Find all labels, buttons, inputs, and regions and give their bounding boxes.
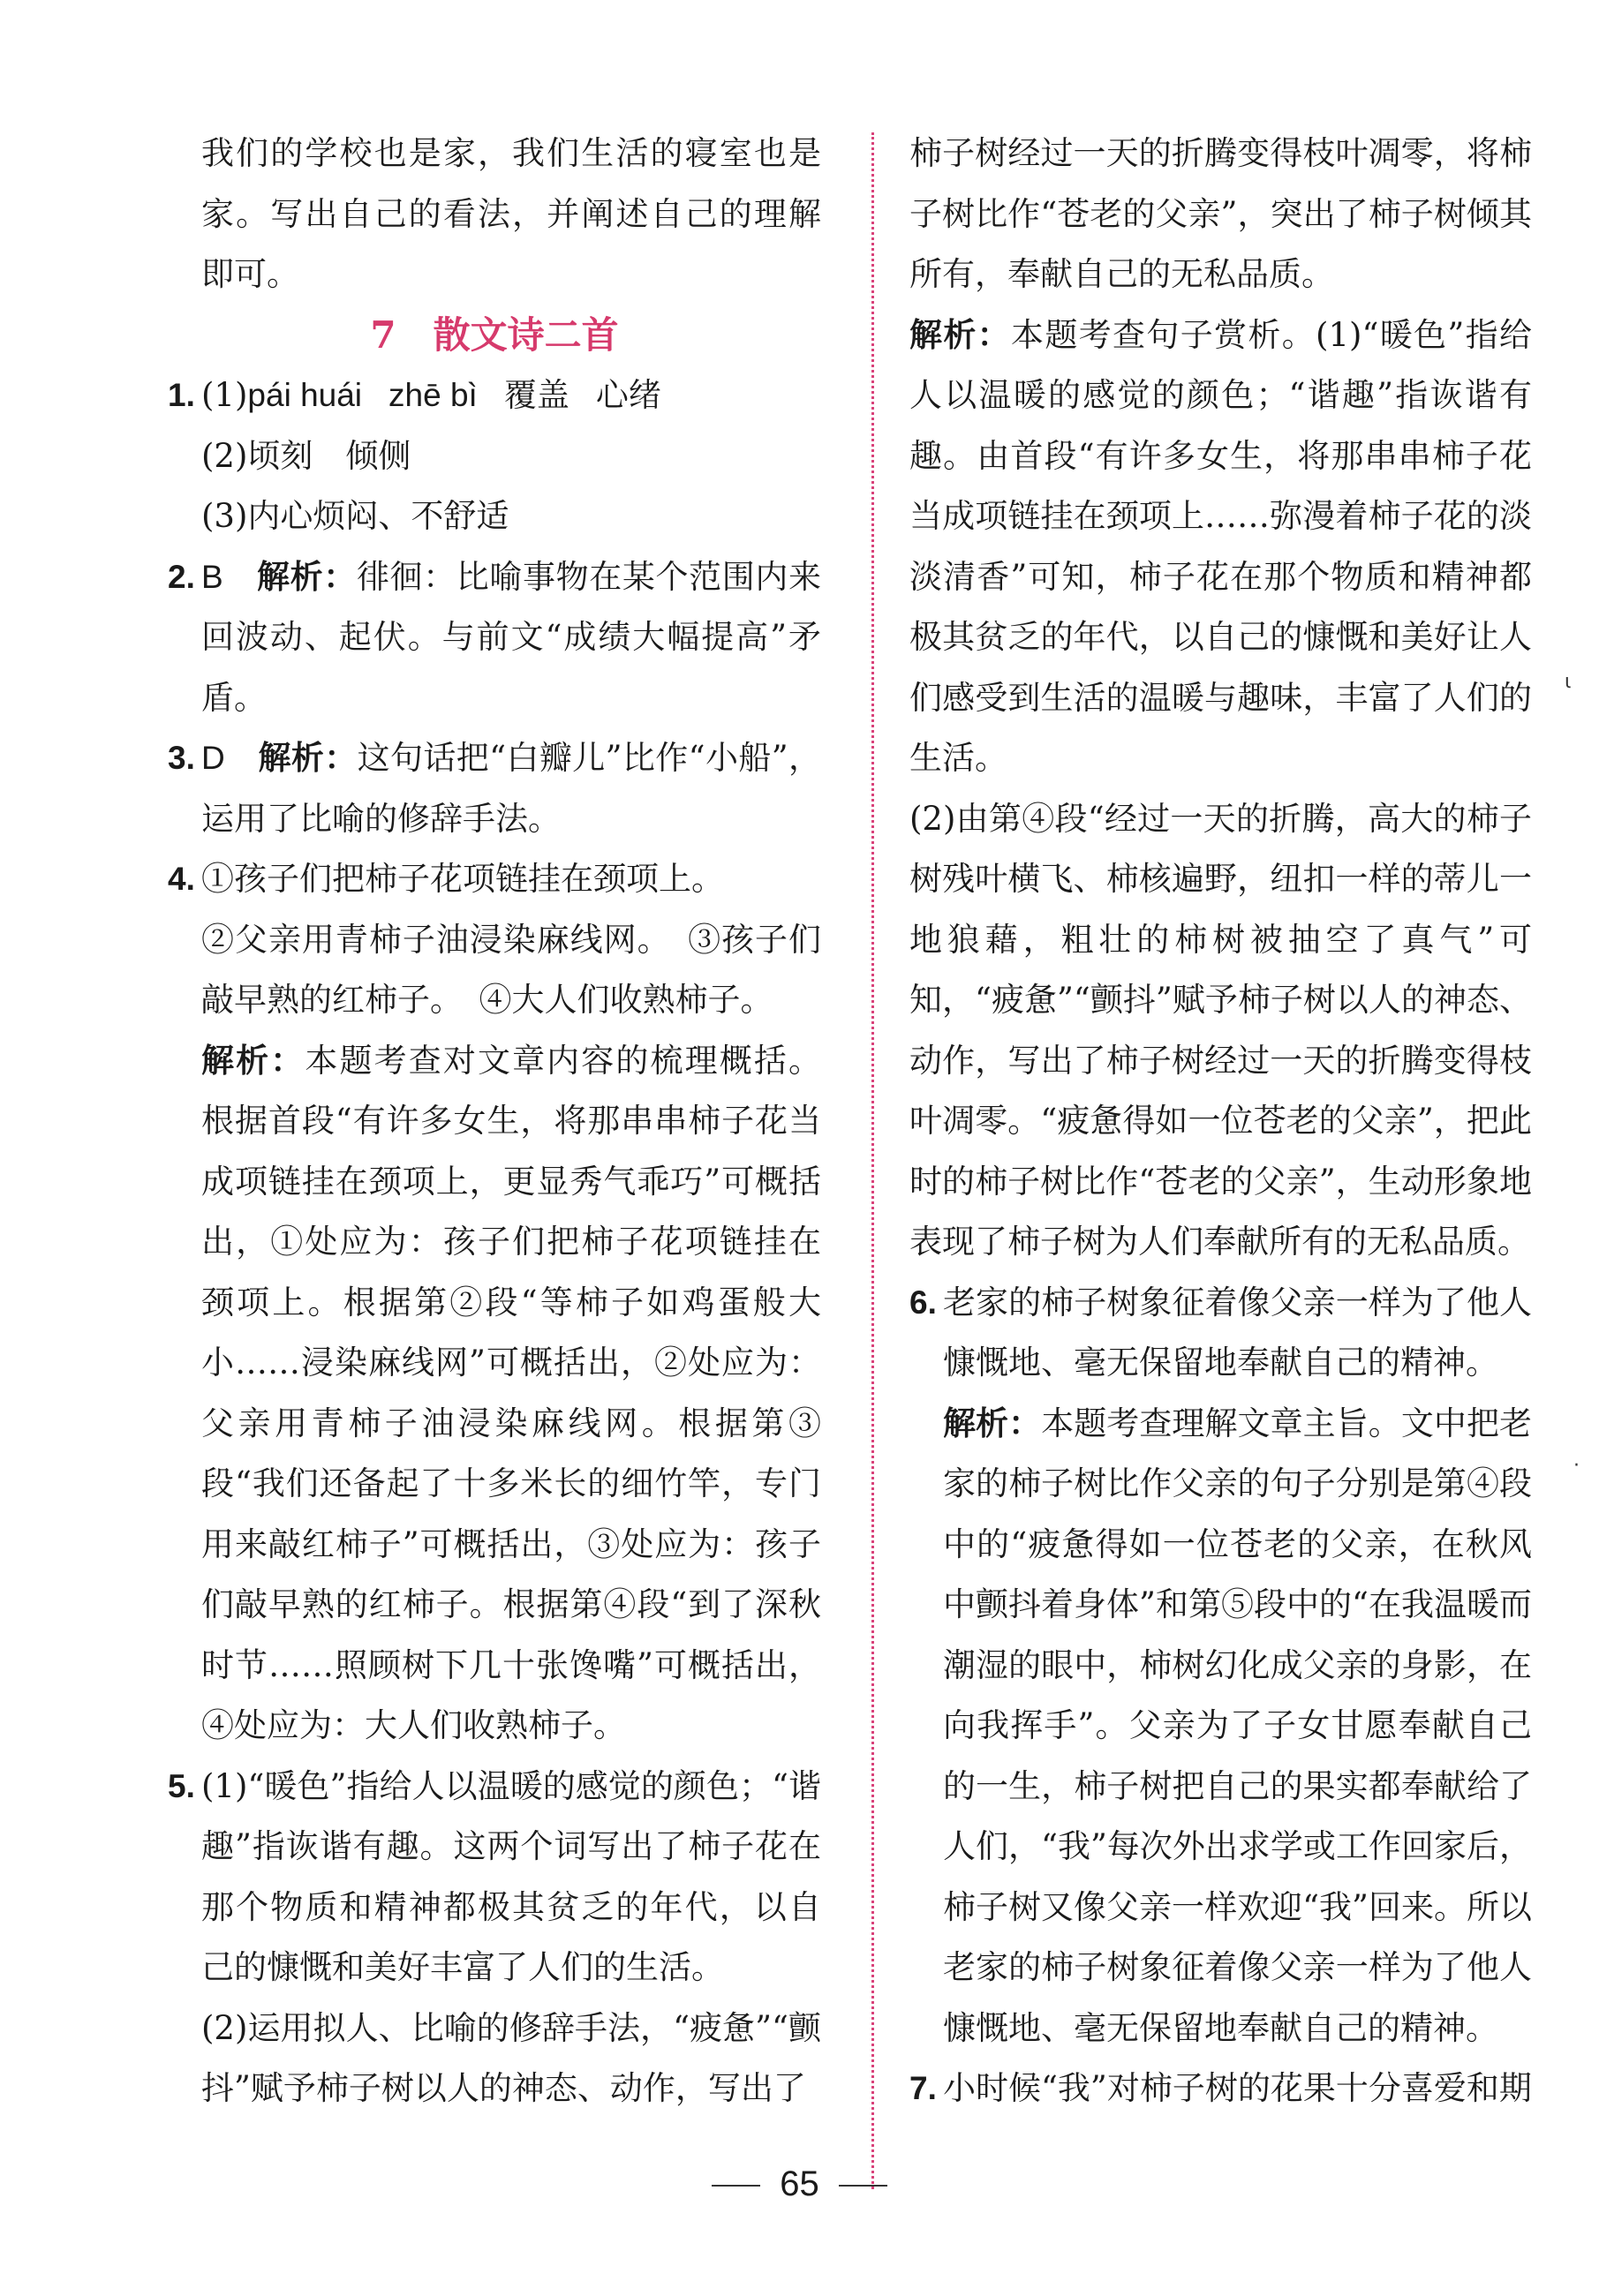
question-5-continued: 柿子树经过一天的折腾变得枝叶凋零，将柿子树比作“苍老的父亲”，突出了柿子树倾其所有，奉献自己的无私品质。 解析：本题考查句子赏析。(1)“暖色”指给人以温暖的感觉的颜色；“谐趣”指诙谐有趣。由首段“有许多女生，将那串串柿子花当成项链挂在颈项上……弥漫着柿子花的淡淡清香”可知，柿子花在那个物质和精神都极其贫乏的年代，以自己的慷慨和美好让人们感受到生活的温暖与趣味，丰富了人们的生活。 (2)由第④段“经过一天的折腾，高大的柿子树残叶横飞、柿核遍野，纽扣一样的蒂儿一地狼藉，粗壮的柿树被抽空了真气”可知，“疲惫”“颤抖”赋予柿子树以人的神态、动作，写出了柿子树经过一天的折腾变得枝叶凋零。“疲惫得如一位苍老的父亲”，把此时的柿子树比作“苍老的父亲”，生动形象地表现了柿子树为人们奉献所有的无私品质。 [909, 124, 1532, 1273]
question-number: 2. [168, 558, 195, 595]
question-2: 2. B 解析：徘徊：比喻事物在某个范围内来回波动、起伏。与前文“成绩大幅提高”矛盾。 [168, 547, 821, 729]
page-footer [0, 2164, 1599, 2204]
footer-dash [839, 2185, 887, 2187]
answer-line: ①孩子们把柿子花项链挂在颈项上。 [201, 860, 724, 898]
answer-paragraph: 老家的柿子树象征着像父亲一样为了他人慷慨地、毫无保留地奉献自己的精神。 [943, 1283, 1532, 1381]
analysis-label: 解析： [258, 739, 358, 777]
answer-paragraph: (1)“暖色”指给人以温暖的感觉的颜色；“谐趣”指诙谐有趣。这两个词写出了柿子花在那个物质和精神都极其贫乏的年代，以自己的慷慨和美好丰富了人们的生活。 [201, 1766, 821, 1986]
analysis-label: 解析： [909, 315, 1012, 354]
question-number: 4. [168, 861, 195, 897]
question-number: 6. [909, 1284, 937, 1321]
intro-paragraph: 我们的学校也是家，我们生活的寝室也是家。写出自己的看法，并阐述自己的理解即可。 [201, 134, 821, 293]
question-number: 1. [168, 377, 195, 413]
left-column [168, 124, 821, 2119]
answer-choice: D [201, 740, 225, 776]
answer-choice: B [201, 558, 223, 595]
question-4: 4. ①孩子们把柿子花项链挂在颈项上。 ②父亲用青柿子油浸染麻线网。 ③孩子们敲早熟的红柿子。 ④大人们收熟柿子。 解析：本题考查对文章内容的梳理概括。根据首段“有许多女生，将那串串柿子花当成项链挂在颈项上，更显秀气乖巧”可概括出，①处应为：孩子们把柿子花项链挂在颈项上。根据第②段“等柿子如鸡蛋般大小……浸染麻线网”可概括出，②处应为：父亲用青柿子油浸染麻线网。根据第③段“我们还备起了十多米长的细竹竿，专门用来敲红柿子”可概括出，③处应为：孩子们敲早熟的红柿子。根据第④段“到了深秋时节……照顾树下几十张馋嘴”可概括出，④处应为：大人们收熟柿子。 [168, 849, 821, 1757]
answer-paragraph: 小时候“我”对柿子树的花果十分喜爱和期 [943, 2069, 1532, 2107]
right-column [909, 124, 1532, 2119]
answer-line: (2)顷刻 倾侧 [201, 436, 411, 475]
question-number: 3. [168, 740, 195, 776]
pinyin: pái huái [247, 377, 363, 413]
question-number: 7. [909, 2070, 937, 2106]
analysis-label: 解析： [943, 1404, 1042, 1442]
answer-paragraph: (2)运用拟人、比喻的修辞手法，“疲惫”“颤抖”赋予柿子树以人的神态、动作，写出了 [201, 2008, 821, 2107]
analysis-paragraph: (2)由第④段“经过一天的折腾，高大的柿子树残叶横飞、柿核遍野，纽扣一样的蒂儿一地狼藉，粗壮的柿树被抽空了真气”可知，“疲惫”“颤抖”赋予柿子树以人的神态、动作，写出了柿子树经过一天的折腾变得枝叶凋零。“疲惫得如一位苍老的父亲”，把此时的柿子树比作“苍老的父亲”，生动形象地表现了柿子树为人们奉献所有的无私品质。 [909, 799, 1532, 1261]
answer-line: (3)内心烦闷、不舒适 [201, 497, 509, 535]
question-3: 3. D 解析：这句话把“白瓣儿”比作“小船”，运用了比喻的修辞手法。 [168, 728, 821, 849]
question-number: 5. [168, 1767, 195, 1804]
answer-paragraph: 柿子树经过一天的折腾变得枝叶凋零，将柿子树比作“苍老的父亲”，突出了柿子树倾其所有，奉献自己的无私品质。 [909, 134, 1532, 293]
question-6: 6. 老家的柿子树象征着像父亲一样为了他人慷慨地、毫无保留地奉献自己的精神。 解析：本题考查理解文章主旨。文中把老家的柿子树比作父亲的句子分别是第④段中的“疲惫得如一位苍老的父亲，在秋风中颤抖着身体”和第⑤段中的“在我温暖而潮湿的眼中，柿树幻化成父亲的身影，在向我挥手”。父亲为了子女甘愿奉献自己的一生，柿子树把自己的果实都奉献给了人们，“我”每次外出求学或工作回家后，柿子树又像父亲一样欢迎“我”回来。所以老家的柿子树象征着像父亲一样为了他人慷慨地、毫无保留地奉献自己的精神。 [909, 1273, 1532, 2059]
question-5 [168, 1757, 821, 2119]
analysis-label: 解析： [256, 557, 357, 596]
answer-line: ②父亲用青柿子油浸染麻线网。 ③孩子们敲早熟的红柿子。 ④大人们收熟柿子。 [201, 920, 821, 1019]
footer-dash [712, 2185, 760, 2187]
margin-mark: · [1573, 1455, 1580, 1477]
pinyin: zhē bì [388, 377, 478, 413]
section-title: 7 散文诗二首 [370, 312, 619, 357]
column-divider [871, 132, 874, 2189]
margin-mark: ι [1565, 671, 1572, 693]
question-7 [909, 2059, 1532, 2119]
question-1: 1. (1)pái huái zhē bì 覆盖 心绪 (2)顷刻 倾侧 (3)内心烦闷、不舒适 [168, 365, 821, 547]
page-number: 65 [780, 2164, 819, 2203]
analysis-label: 解析： [201, 1041, 305, 1080]
